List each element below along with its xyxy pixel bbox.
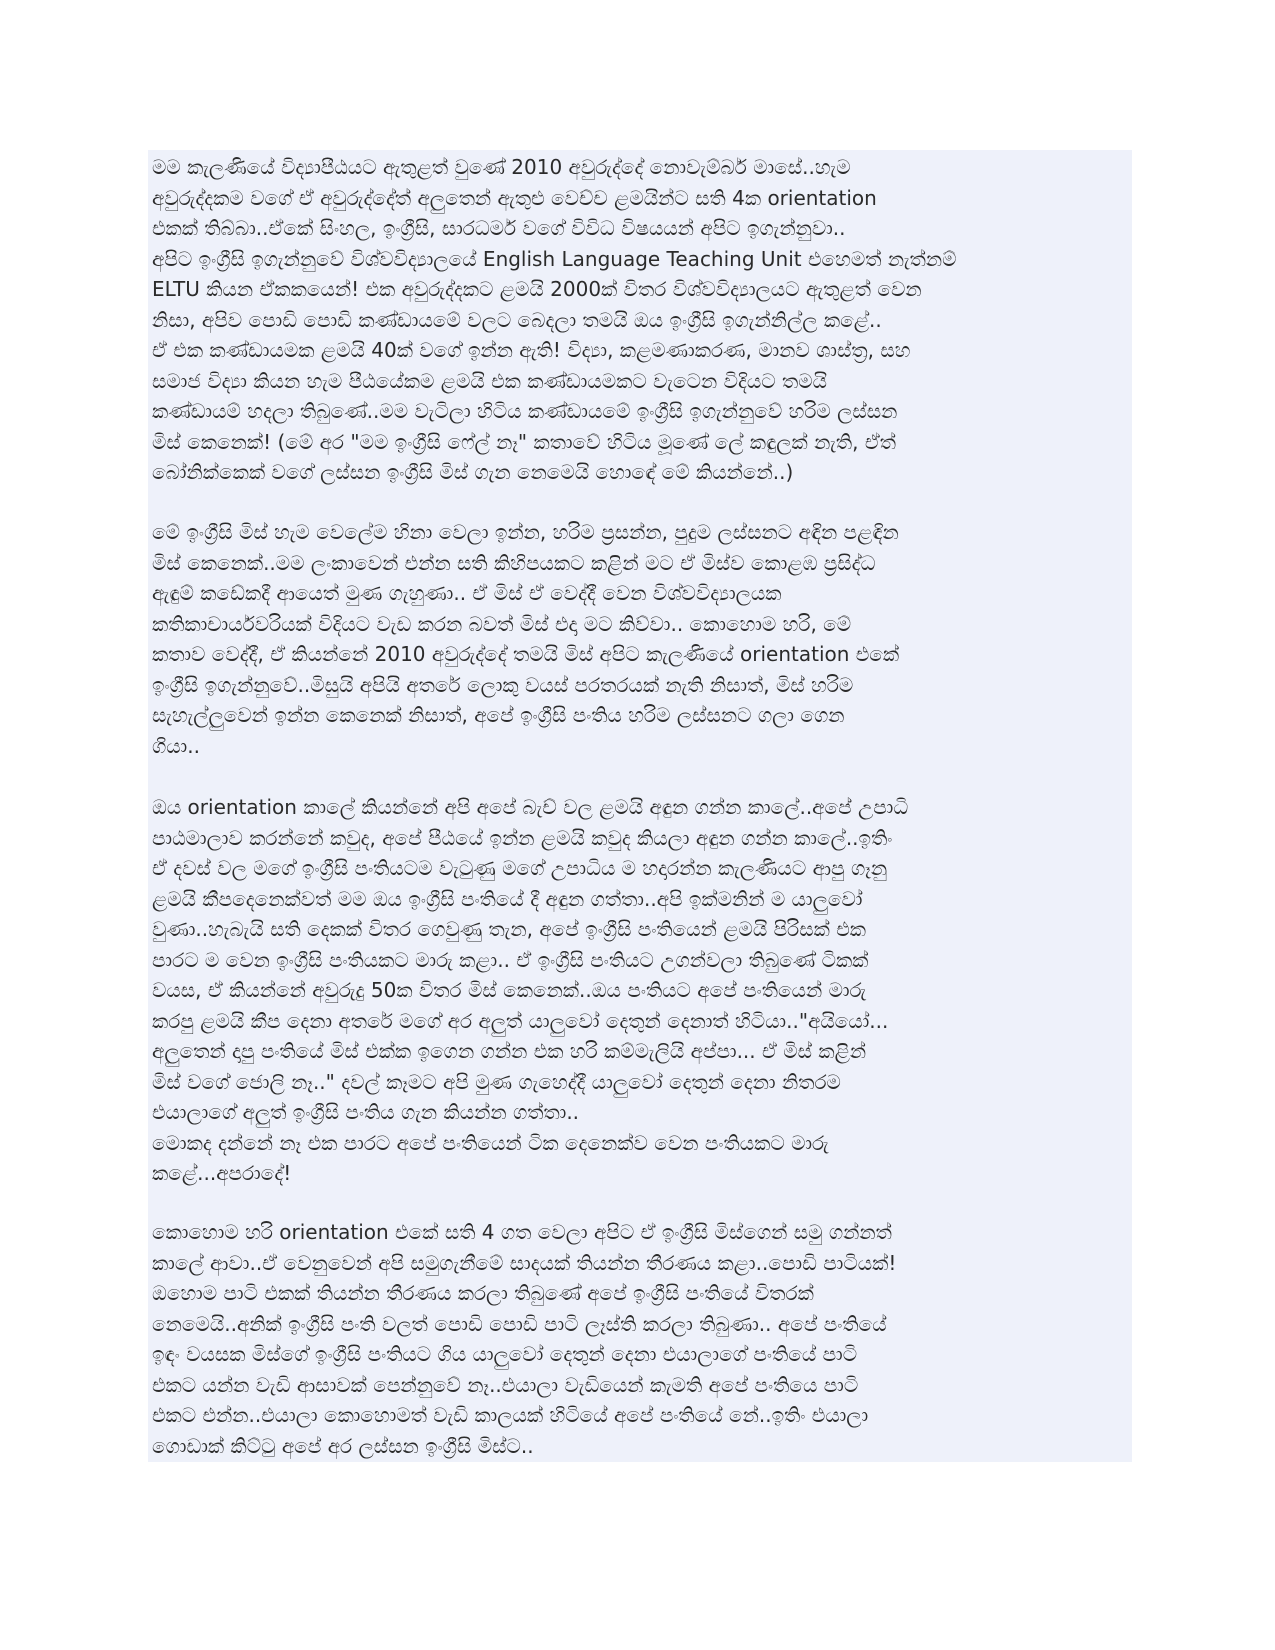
paragraph-1: මම කැලණියේ විද්‍යාපීඨයට ඇතුළත් වුණේ 2010 අවුරුද්දේ නොවැම්බර් මාසේ..හැම අවුරුද්දකම වගේ ඒ අවුරුද්දේත් අලුතෙන් ඇතුළු වෙච්ච ළමයින්ට සති 4ක orientation එකක් තිබ්බා..ඒකේ සිංහල, ඉංග්‍රීසි, සාරධර්ම වගේ විවිධ විෂයයන් අපිට ඉගැන්නුවා.. අපිට ඉංග්‍රීසි ඉගැන්නුවේ විශ්වවිද්‍යාලයේ English Language Teaching Unit එහෙමත් නැත්නම් ELTU කියන ඒකකයෙන්! එක අවුරුද්දකට ළමයි 2000ක් විතර විශ්වවිද්‍යාලයට ඇතුළත් වෙන නිසා, අපිව පොඩි පොඩි කණ්ඩායමේ වලට බෙදලා තමයි ඔය ඉංග්‍රීසි ඉගැන්නිල්ල කළේ.. ඒ එක කණ්ඩායමක ළමයි 40ක් වගේ ඉන්න ඇති! විද්‍යා, කළමණාකරණ, මානව ශාස්ත්‍ර, සහ සමාජ විද්‍යා කියන හැම පීඨයේකම ළමයි එක කණ්ඩායමකට වැටෙන විදියට තමයි කණ්ඩායම් හදලා තිබුණේ..මම වැටිලා හිටිය කණ්ඩායමේ ඉංග්‍රීසි ඉගැන්නුවේ හරිම ලස්සන මිස් කෙනෙක්! (මේ අර "මම ඉංග්‍රීසි ෆේල් නෑ" කතාවේ හිටිය මූණේ ලේ කඳුලක් නැති, ඒත් බෝනික්කෙක් වගේ ලස්සන ඉංග්‍රීසි මිස් ගැන නෙමෙයි හොඳේ මේ කියන්නේ..) <box>152 155 957 484</box>
paragraph-4: කොහොම හරි orientation එකේ සති 4 ගත වෙලා අපිට ඒ ඉංග්‍රීසි මිස්ගෙන් සමු ගන්නත් කාලේ ආවා..ඒ වෙනුවෙන් අපි සමුගැනීමේ සාදයක් තියන්න තීරණය කළා..පොඩි පාටියක්! ඔහොම පාටි එකක් තියන්න තීරණය කරලා තිබුණේ අපේ ඉංග්‍රීසි පංතියේ විතරක් නෙමෙයි..අනික් ඉංග්‍රීසි පංති වලත් පොඩි පොඩි පාටි ලෑස්ති කරලා තිබුණා.. අපේ පංතියේ ඉඳං වයසක මිස්ගේ ඉංග්‍රීසි පංතියට ගිය යාලුවෝ දෙතුන් දෙනා එයාලාගේ පංතියේ පාටි එකට යන්න වැඩි ආසාවක් පෙන්නුවේ නෑ..එයාලා වැඩියෙන් කැමති අපේ පංතියෙ පාටි එකට එන්න..එයාලා කොහොමත් වැඩි කාලයක් හිටියේ අපේ පංතියේ නේ..ඉතිං එයාලා ගොඩාක් කිට්ටු අපේ අර ලස්සන ඉංග්‍රීසි මිස්ට.. <box>152 1220 897 1458</box>
paragraph-2: මේ ඉංග්‍රීසි මිස් හැම වෙලේම හිනා වෙලා ඉන්න, හරිම ප්‍රසන්න, පුදුම ලස්සනට අඳින පළඳින මිස් කෙනෙක්..මම ලංකාවෙන් එන්න සති කිහිපයකට කළින් මට ඒ මිස්ව කොළඹ ප්‍රසිද්ධ ඇඳුම් කඩේකදී ආයෙත් මුණ ගැහුණා.. ඒ මිස් ඒ වෙද්දී වෙන විශ්වවිද්‍යාලයක කතිකාචාර්යවරියක් විදියට වැඩ කරන බවත් මිස් එදා මට කිව්වා.. කොහොම හරි, මේ කතාව වෙද්දී, ඒ කියන්නේ 2010 අවුරුද්දේ තමයි මිස් අපිට කැලණියේ orientation එකේ ඉංග්‍රීසි ඉගැන්නුවේ..මිසුයි අපියි අතරේ ලොකු වයස් පරතරයක් නැති නිසාත්, මිස් හරිම සැහැල්ලුවෙන් ඉන්න කෙනෙක් නිසාත්, අපේ ඉංග්‍රීසි පංතිය හරිම ලස්සනට ගලා ගෙන ගියා.. <box>152 520 900 758</box>
paragraph-3: ඔය orientation කාලේ කියන්නේ අපි අපේ බැච් වල ළමයි අඳුන ගන්න කාලේ..අපේ උපාධි පාඨමාලාව කරන්නේ කවුද, අපේ පීඨයේ ඉන්න ළමයි කවුද කියලා අඳුන ගන්න කාලේ..ඉතිං ඒ දවස් වල මගේ ඉංග්‍රීසි පංතියටම වැටුණු මගේ උපාධිය ම හදාරන්න කැලණියට ආපු ගෑනු ළමයි කීපදෙනෙක්වත් මම ඔය ඉංග්‍රීසි පංතියේ දී අඳුන ගත්තා..අපි ඉක්මනින් ම යාලුවෝ වුණා..හැබැයි සති දෙකක් විතර ගෙවුණු තැන, අපේ ඉංග්‍රීසි පංතියෙන් ළමයි පිරිසක් එක පාරට ම වෙන ඉංග්‍රීසි පංතියකට මාරු කළා.. ඒ ඉංග්‍රීසි පංතියට උගන්වලා තිබුණේ ටිකක් වයස, ඒ කියන්නේ අවුරුදු 50ක විතර මිස් කෙනෙක්..ඔය පංතියට අපේ පංතියෙන් මාරු කරපු ළමයි කීප දෙනා අතරේ මගේ අර අලුත් යාලුවෝ දෙතුන් දෙනාත් හිටියා.."අයියෝ... අලුතෙන් දාපු පංතියේ මිස් එක්ක ඉගෙන ගන්න එක හරි කම්මැලියි අප්පා... ඒ මිස් කළින් මිස් වගේ ජොලි නෑ.." දවල් කෑමට අපි මුණ ගැහෙද්දී යාලුවෝ දෙතුන් දෙනා නිතරම එයාලාගේ අලුත් ඉංග්‍රීසි පංතිය ගැන කියන්න ගත්තා.. මොකද දන්නේ නෑ එක පාරට අපේ පංතියෙන් ටික දෙනෙක්ව වෙන පංතියකට මාරු කළේ...අපරාදේ! <box>152 795 909 1185</box>
text-page <box>148 150 1132 1462</box>
